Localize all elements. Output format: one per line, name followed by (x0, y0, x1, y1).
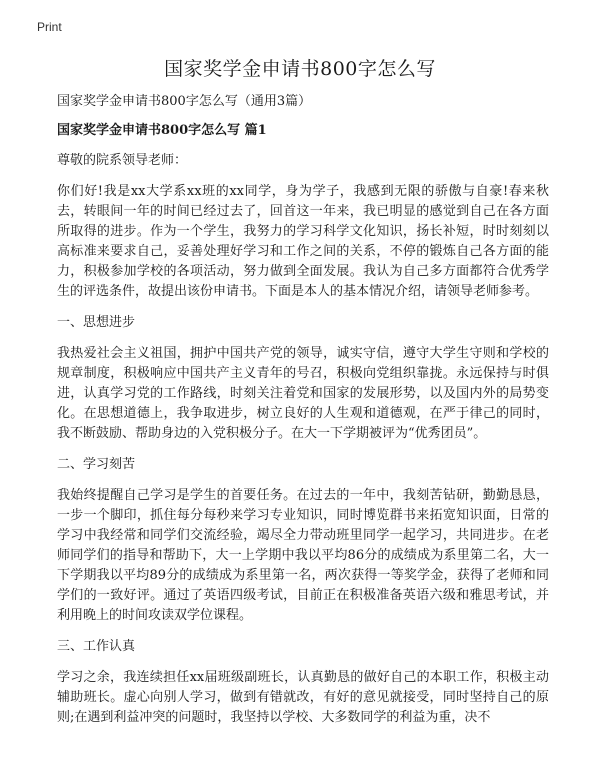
section-body-work: 学习之余，我连续担任xx届班级副班长，认真勤恳的做好自己的本职工作，积极主动辅助班长。虚心向别人学习，做到有错就改，有好的意见就接受，同时坚持自己的原则;在遇到利益冲突的问题时，我坚持以学校、大多数同学的利益为重，决不 (57, 670, 549, 725)
document-body (57, 92, 549, 739)
section-heading-work: 三、工作认真 (57, 639, 136, 654)
section-heading-thought: 一、思想进步 (57, 315, 136, 330)
salutation: 尊敬的院系领导老师： (57, 153, 188, 168)
intro-paragraph: 你们好!我是xx大学系xx班的xx同学，身为学子，我感到无限的骄傲与自豪!春来秋去，转眼间一年的时间已经过去了，回首这一年来，我已明显的感觉到自己在各方面所取得的进步。作为一个学生，我努力的学习科学文化知识，扬长补短，时时刻刻以高标准来要求自己，妥善处理好学习和工作之间的关系，不停的锻炼自己各方面的能力，积极参加学校的各项活动，努力做到全面发展。我认为自己多方面都符合优秀学生的评选条件，故提出该份申请书。下面是本人的基本情况介绍，请领导老师参考。 (57, 184, 549, 299)
print-link[interactable]: Print (37, 20, 62, 34)
document-subtitle: 国家奖学金申请书800字怎么写（通用3篇） (57, 94, 312, 109)
document-title: 国家奖学金申请书800字怎么写 (164, 58, 436, 80)
section-heading-study: 二、学习刻苦 (57, 457, 136, 472)
section-body-thought: 我热爱社会主义祖国，拥护中国共产党的领导，诚实守信，遵守大学生守则和学校的规章制度，积极响应中国共产主义青年的号召，积极向党组织靠拢。永远保持与时俱进，认真学习党的工作路线，时刻关注着党和国家的发展形势，以及国内外的局势变化。在思想道德上，我争取进步，树立良好的人生观和道德观，在严于律己的同时，我不断鼓励、帮助身边的入党积极分子。在大一下学期被评为“优秀团员”。 (57, 346, 549, 441)
section-body-study: 我始终提醒自己学习是学生的首要任务。在过去的一年中，我刻苦钻研，勤勤恳恳，一步一个脚印，抓住每分每秒来学习专业知识，同时博览群书来拓宽知识面，日常的学习中我经常和同学们交流经验，竭尽全力带动班里同学一起学习，共同进步。在老师同学们的指导和帮助下，大一上学期中我以平均86分的成绩成为系里第二名，大一下学期我以平均89分的成绩成为系里第一名，两次获得一等奖学金，获得了老师和同学们的一致好评。通过了英语四级考试，目前正在积极准备英语六级和雅思考试，并利用晚上的时间攻读双学位课程。 (57, 488, 549, 623)
part-heading: 国家奖学金申请书800字怎么写 篇1 (57, 123, 267, 138)
